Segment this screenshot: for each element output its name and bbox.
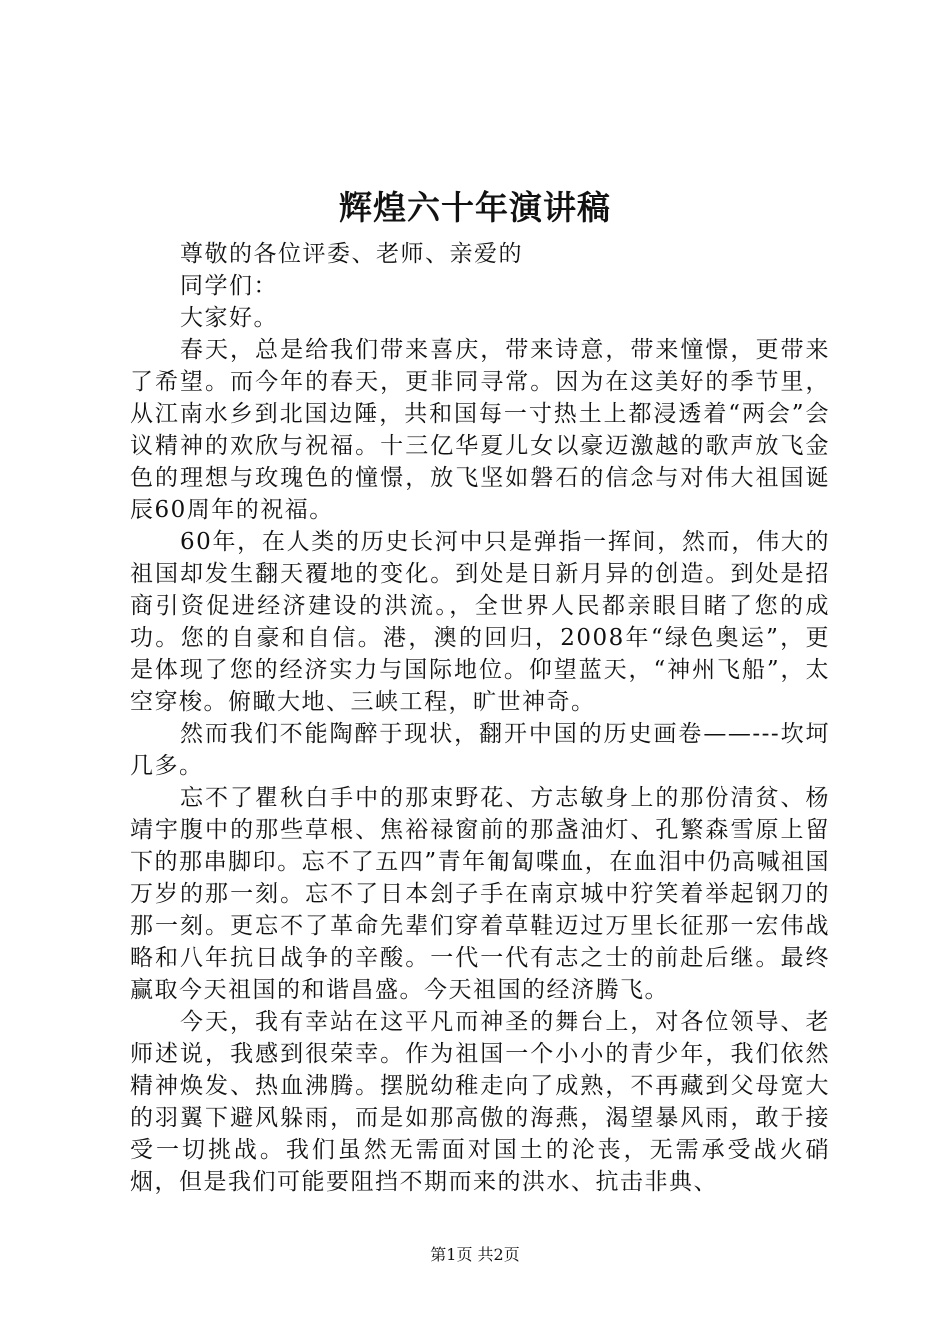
paragraph: 忘不了瞿秋白手中的那束野花、方志敏身上的那份清贫、杨靖宇腹中的那些草根、焦裕禄窗前的那盏油灯、孔繁森雪原上留下的那串脚印。忘不了五四”青年匍匐喋血，在血泪中仍高喊祖国万岁的那一刻。忘不了日本刽子手在南京城中狞笑着举起钢刀的那一刻。更忘不了革命先辈们穿着草鞋迈过万里长征那一宏伟战略和八年抗日战争的辛酸。一代一代有志之士的前赴后继。最终赢取今天祖国的和谐昌盛。今天祖国的经济腾飞。 <box>130 785 830 1003</box>
salutation-line-1: 尊敬的各位评委、老师、亲爱的 <box>180 241 523 267</box>
greeting: 大家好。 <box>180 305 278 331</box>
page-footer: 第1页 共2页 <box>430 1245 520 1264</box>
paragraph: 今天，我有幸站在这平凡而神圣的舞台上，对各位领导、老师述说，我感到很荣幸。作为祖国一个小小的青少年，我们依然精神焕发、热血沸腾。摆脱幼稚走向了成熟，不再藏到父母宽大的羽翼下避风躲雨，而是如那高傲的海燕，渴望暴风雨，敢于接受一切挑战。我们虽然无需面对国土的沦丧，无需承受战火硝烟，但是我们可能要阻挡不期而来的洪水、抗击非典、 <box>130 1009 830 1195</box>
paragraph: 春天，总是给我们带来喜庆，带来诗意，带来憧憬，更带来了希望。而今年的春天，更非同寻常。因为在这美好的季节里，从江南水乡到北国边陲，共和国每一寸热土上都浸透着“两会”会议精神的欢欣与祝福。十三亿华夏儿女以豪迈激越的歌声放飞金色的理想与玫瑰色的憧憬，放飞坚如磐石的信念与对伟大祖国诞辰60周年的祝福。 <box>130 337 830 523</box>
salutation-line-2: 同学们： <box>180 273 278 299</box>
paragraph: 然而我们不能陶醉于现状，翻开中国的历史画卷——---坎坷几多。 <box>130 721 830 779</box>
document-title: 辉煌六十年演讲稿 <box>339 188 611 227</box>
paragraph: 60年，在人类的历史长河中只是弹指一挥间，然而，伟大的祖国却发生翻天覆地的变化。到处是日新月异的创造。到处是招商引资促进经济建设的洪流。，全世界人民都亲眼目睹了您的成功。您的自豪和自信。港，澳的回归，2008年“绿色奥运”，更是体现了您的经济实力与国际地位。仰望蓝天，“神州飞船”，太空穿梭。俯瞰大地、三峡工程，旷世神奇。 <box>130 529 830 715</box>
document-body <box>130 238 830 1198</box>
